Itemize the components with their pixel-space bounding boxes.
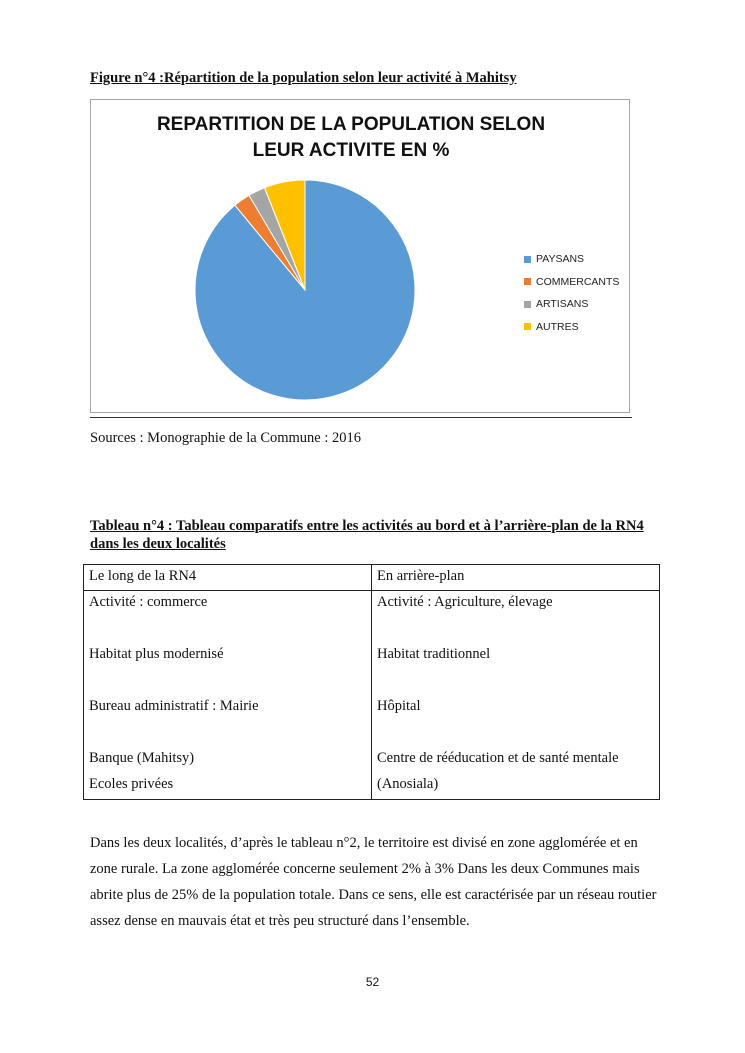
cell-line: Banque (Mahitsy)	[89, 750, 195, 766]
cell-gap	[89, 617, 366, 643]
legend-label: PAYSANS	[536, 253, 585, 266]
cell-line: Activité : commerce	[89, 594, 208, 610]
cell-line: Habitat traditionnel	[377, 646, 491, 662]
table-header-right: En arrière-plan	[372, 565, 660, 591]
table-row	[84, 591, 660, 800]
legend-item-paysans	[524, 248, 619, 271]
legend-label: AUTRES	[536, 320, 579, 333]
legend-label: COMMERCANTS	[536, 275, 620, 288]
comparison-table	[83, 564, 660, 800]
pie-chart	[90, 99, 630, 413]
legend-label: ARTISANS	[536, 298, 589, 311]
legend-item-commercants	[524, 271, 619, 294]
cell-line: Activité : Agriculture, élevage	[377, 594, 553, 610]
cell-line: Bureau administratif : Mairie	[89, 698, 259, 714]
table-cell-right	[372, 591, 660, 800]
cell-line: Ecoles privées	[89, 776, 174, 792]
legend-swatch	[524, 301, 531, 308]
figure-caption: Figure n°4 :Répartition de la population selon leur activité à Mahitsy	[90, 70, 517, 86]
legend-item-artisans	[524, 293, 619, 316]
cell-gap	[89, 669, 366, 695]
table-header-left: Le long de la RN4	[84, 565, 372, 591]
cell-line: Habitat plus modernisé	[89, 646, 224, 662]
cell-line: (Anosiala)	[377, 776, 439, 792]
legend-swatch	[524, 278, 531, 285]
chart-title-line-2: LEUR ACTIVITE EN %	[252, 140, 450, 161]
legend-swatch	[524, 323, 531, 330]
chart-title-line-1: REPARTITION DE LA POPULATION SELON	[156, 114, 546, 135]
cell-gap	[377, 669, 654, 695]
figure-source: Sources : Monographie de la Commune : 2016	[90, 430, 362, 446]
cell-line: Hôpital	[377, 698, 421, 714]
legend-swatch	[524, 256, 531, 263]
chart-underline	[90, 417, 632, 418]
legend-item-autres	[524, 316, 619, 339]
cell-gap	[377, 721, 654, 747]
table-header-row	[84, 565, 660, 591]
chart-legend	[524, 248, 619, 338]
cell-line: Centre de rééducation et de santé mentale	[377, 750, 619, 766]
page-number: 52	[365, 975, 380, 989]
table-cell-left	[84, 591, 372, 800]
body-paragraph: Dans les deux localités, d’après le tableau n°2, le territoire est divisé en zone agglomérée et en zone rurale. La zone agglomérée concerne seulement 2% à 3% Dans les deux Communes mais abrite plus de 25% de la population totale. Dans ce sens, elle est caractérisée par un réseau routier assez dense en mauvais état et très peu structuré dans l’ensemble.	[90, 835, 657, 929]
table-caption: Tableau n°4 : Tableau comparatifs entre les activités au bord et à l’arrière-plan de la RN4 dans les deux localités	[90, 518, 644, 552]
cell-gap	[377, 617, 654, 643]
cell-gap	[89, 721, 366, 747]
